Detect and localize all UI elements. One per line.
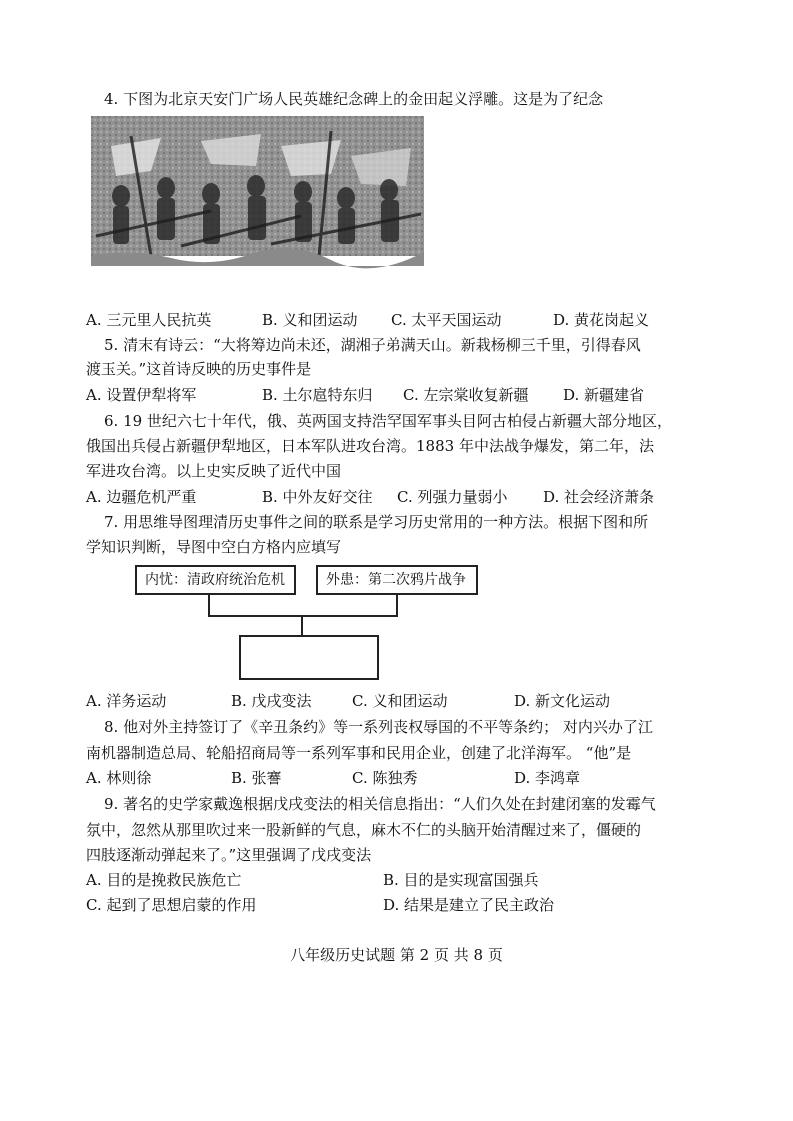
q6-option-b: B. 中外友好交往	[262, 488, 373, 506]
q8-option-c: C. 陈独秀	[352, 769, 418, 787]
q7-stem-line-1: 7. 用思维导图理清历史事件之间的联系是学习历史常用的一种方法。根据下图和所	[104, 513, 649, 531]
mind-map-box-external-war: 外患：第二次鸦片战争	[316, 565, 478, 595]
q4-stem: 4. 下图为北京天安门广场人民英雄纪念碑上的金田起义浮雕。这是为了纪念	[104, 90, 604, 108]
mind-map-box-internal-crisis: 内忧：清政府统治危机	[135, 565, 296, 595]
q9-option-d: D. 结果是建立了民主政治	[383, 896, 555, 914]
q6-option-d: D. 社会经济萧条	[543, 488, 655, 506]
q8-option-a: A. 林则徐	[86, 769, 152, 787]
q8-option-b: B. 张謇	[231, 769, 282, 787]
q5-option-d: D. 新疆建省	[563, 386, 645, 404]
q6-stem-line-2: 俄国出兵侵占新疆伊犁地区，日本军队进攻台湾。1883 年中法战争爆发，第二年，法	[86, 437, 654, 455]
q6-stem-line-3: 军进攻台湾。以上史实反映了近代中国	[86, 462, 342, 480]
q6-option-c: C. 列强力量弱小	[397, 488, 508, 506]
q9-option-b: B. 目的是实现富国强兵	[383, 871, 539, 889]
q7-option-a: A. 洋务运动	[86, 692, 167, 710]
q7-option-d: D. 新文化运动	[514, 692, 611, 710]
q8-stem-line-1: 8. 他对外主持签订了《辛丑条约》等一系列丧权辱国的不平等条约； 对内兴办了江	[104, 718, 653, 736]
q7-option-b: B. 戊戌变法	[231, 692, 312, 710]
q9-option-a: A. 目的是挽救民族危亡	[86, 871, 242, 889]
q5-stem-line-2: 渡玉关。”这首诗反映的历史事件是	[86, 360, 312, 378]
q6-stem-line-1: 6. 19 世纪六七十年代，俄、英两国支持浩罕国军事头目阿古柏侵占新疆大部分地区，	[104, 412, 672, 430]
q5-option-b: B. 土尔扈特东归	[262, 386, 373, 404]
q9-stem-line-3: 四肢逐渐动弹起来了。”这里强调了戊戌变法	[86, 846, 372, 864]
relief-carving-icon	[91, 116, 424, 284]
q8-stem-line-2: 南机器制造总局、轮船招商局等一系列军事和民用企业，创建了北洋海军。 “他”是	[86, 744, 632, 762]
q9-stem-line-2: 氛中，忽然从那里吹过来一股新鲜的气息，麻木不仁的头脑开始清醒过来了，僵硬的	[86, 821, 642, 839]
connector-horizontal	[208, 615, 398, 617]
page-footer: 八年级历史试题 第 2 页 共 8 页	[290, 946, 503, 964]
q4-option-a: A. 三元里人民抗英	[86, 311, 212, 329]
connector-right-vertical	[396, 595, 398, 617]
q7-stem-line-2: 学知识判断，导图中空白方格内应填写	[86, 538, 342, 556]
connector-center-vertical	[301, 615, 303, 635]
jintian-uprising-relief-image	[91, 116, 424, 284]
q4-option-b: B. 义和团运动	[262, 311, 358, 329]
connector-left-vertical	[208, 595, 210, 617]
q4-option-c: C. 太平天国运动	[391, 311, 502, 329]
q6-option-a: A. 边疆危机严重	[86, 488, 197, 506]
q7-option-c: C. 义和团运动	[352, 692, 448, 710]
q9-stem-line-1: 9. 著名的史学家戴逸根据戊戌变法的相关信息指出：“人们久处在封建闭塞的发霉气	[104, 795, 656, 813]
mind-map-blank-answer-box	[239, 635, 379, 680]
q8-option-d: D. 李鸿章	[514, 769, 581, 787]
q4-option-d: D. 黄花岗起义	[553, 311, 650, 329]
q5-option-c: C. 左宗棠收复新疆	[403, 386, 529, 404]
q5-stem-line-1: 5. 清末有诗云：“大将筹边尚未还，湖湘子弟满天山。新栽杨柳三千里，引得春风	[104, 336, 641, 354]
q9-option-c: C. 起到了思想启蒙的作用	[86, 896, 257, 914]
q5-option-a: A. 设置伊犁将军	[86, 386, 197, 404]
